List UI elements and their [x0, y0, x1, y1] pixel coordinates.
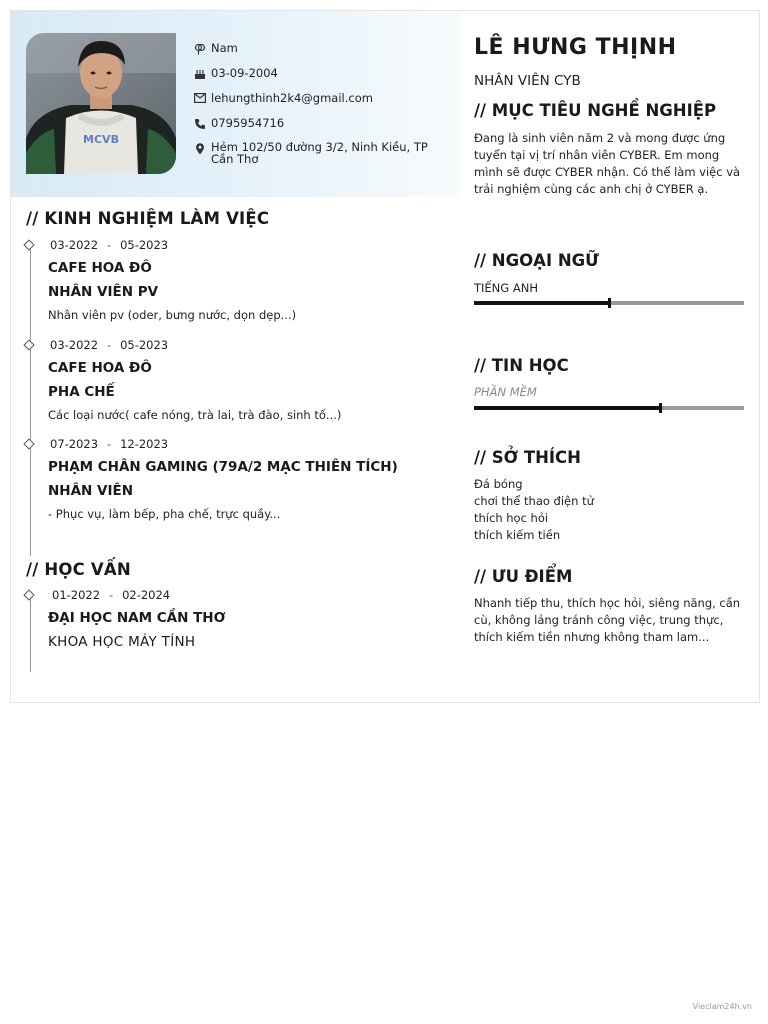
cv-page	[10, 10, 760, 703]
phone-row	[189, 116, 449, 141]
language-level-bar	[474, 301, 744, 305]
experience-role: PHA CHẾ	[48, 384, 115, 400]
email-row	[189, 91, 449, 116]
education-major: KHOA HỌC MÁY TÍNH	[48, 634, 196, 650]
gender-text: Nam	[211, 41, 238, 55]
it-skill-name: PHẦN MỀM	[474, 385, 537, 399]
strengths-text: Nhanh tiếp thu, thích học hỏi, siêng năng, cần cù, không lảng tránh công việc, trung thực, thích kiếm tiền nhưng không tham lam...	[474, 596, 741, 644]
education-dates: 01-2022 - 02-2024	[52, 588, 171, 602]
cake-icon	[189, 66, 211, 80]
footer-brand: Vieclam24h.vn	[692, 1002, 752, 1011]
address-text: Hẻm 102/50 đường 3/2, Ninh Kiều, TP Cần Thơ	[211, 140, 428, 166]
svg-text:MCVB: MCVB	[83, 133, 119, 146]
birthday-row	[189, 66, 449, 91]
contact-info	[189, 41, 449, 166]
candidate-name: LÊ HƯNG THỊNH	[474, 35, 677, 60]
languages-title: // NGOẠI NGỮ	[474, 251, 599, 270]
address-row	[189, 141, 449, 166]
avatar-image	[26, 33, 176, 174]
phone-icon	[189, 116, 211, 130]
email-text[interactable]: lehungthinh2k4@gmail.com	[211, 91, 373, 105]
education-title: // HỌC VẤN	[26, 560, 131, 579]
birthday-text: 03-09-2004	[211, 66, 278, 80]
hobby-item: chơi thể thao điện tử	[474, 494, 594, 508]
experience-role: NHÂN VIÊN	[48, 483, 134, 499]
objective-text: Đang là sinh viên năm 2 và mong được ứng tuyển tại vị trí nhân viên CYBER. Em mong mình sẽ được CYBER nhận. Có thể làm việc và trải nghiệm cùng các anh chị ở CYBER ạ.	[474, 131, 741, 196]
gender-icon	[189, 41, 211, 55]
phone-text[interactable]: 0795954716	[211, 116, 285, 130]
language-level-marker	[608, 298, 611, 308]
language-level-fill	[474, 301, 609, 305]
it-level-bar	[474, 406, 744, 410]
objective-title: // MỤC TIÊU NGHỀ NGHIỆP	[474, 101, 717, 120]
experience-company: PHẠM CHÂN GAMING (79A/2 MẠC THIÊN TÍCH)	[48, 459, 398, 475]
hobby-item: thích kiếm tiền	[474, 528, 561, 542]
experience-item	[25, 238, 445, 328]
experience-description: Nhân viên pv (oder, bưng nước, dọn dẹp...)	[48, 308, 297, 322]
education-school: ĐẠI HỌC NAM CẦN THƠ	[48, 610, 226, 626]
candidate-position: NHÂN VIÊN CYB	[474, 73, 581, 89]
experience-title: // KINH NGHIỆM LÀM VIỆC	[26, 209, 270, 228]
mail-icon	[189, 91, 211, 103]
hobby-item: Đá bóng	[474, 477, 523, 491]
gender-row	[189, 41, 449, 66]
timeline-dot	[23, 589, 34, 600]
it-level-marker	[659, 403, 662, 413]
it-level-fill	[474, 406, 660, 410]
timeline-dot	[23, 438, 34, 449]
it-title: // TIN HỌC	[474, 356, 569, 375]
hobby-item: thích học hỏi	[474, 511, 549, 525]
strengths-title: // ƯU ĐIỂM	[474, 567, 573, 586]
experience-item	[25, 437, 445, 527]
language-name: TIẾNG ANH	[474, 281, 538, 295]
experience-description: - Phục vụ, làm bếp, pha chế, trực quầy...	[48, 507, 281, 521]
education-item	[25, 588, 445, 668]
experience-company: CAFE HOA ĐÔ	[48, 360, 152, 376]
timeline-dot	[23, 239, 34, 250]
timeline-dot	[23, 339, 34, 350]
experience-dates: 03-2022 - 05-2023	[50, 238, 169, 252]
experience-dates: 03-2022 - 05-2023	[50, 338, 169, 352]
experience-role: NHÂN VIÊN PV	[48, 284, 159, 300]
experience-dates: 07-2023 - 12-2023	[50, 437, 169, 451]
location-icon	[189, 141, 211, 155]
experience-company: CAFE HOA ĐÔ	[48, 260, 152, 276]
avatar-photo	[26, 33, 176, 174]
experience-item	[25, 338, 445, 428]
hobbies-title: // SỞ THÍCH	[474, 448, 581, 467]
experience-description: Các loại nước( cafe nóng, trà lai, trà đào, sinh tố...)	[48, 408, 342, 422]
